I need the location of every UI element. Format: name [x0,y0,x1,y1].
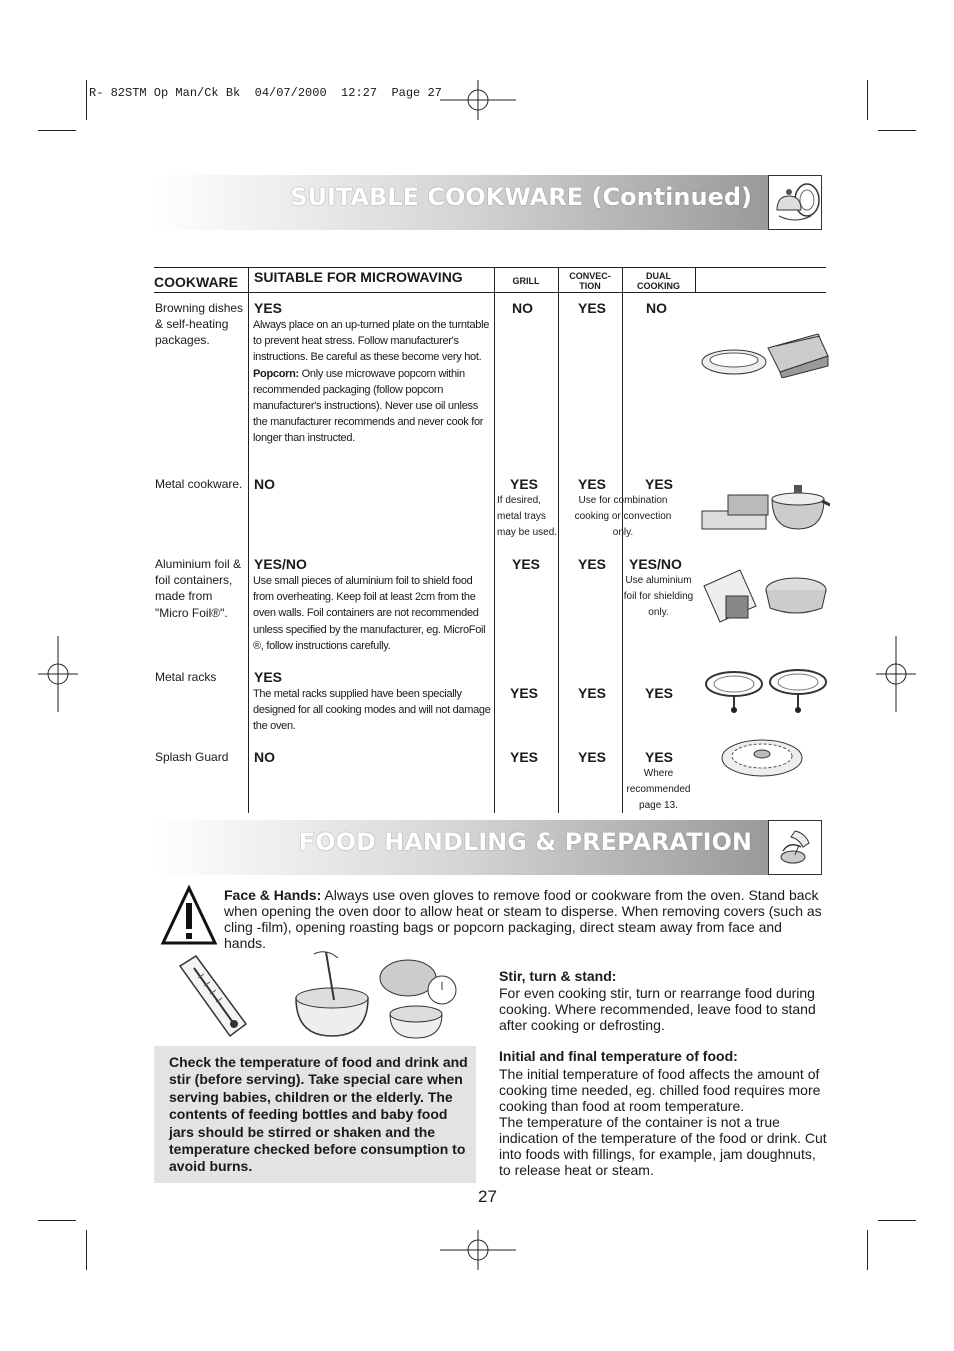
cookware-icon [768,175,822,230]
splash-guard-icon [720,736,804,780]
grill-verdict: NO [512,300,533,316]
browning-dish-icon [700,330,830,378]
foil-container-icon [700,566,830,626]
dual-verdict: YES/NO [629,556,682,572]
column-divider [695,267,696,293]
cookware-name: Browning dishes & self-heating packages. [155,301,244,348]
temperature-check-note [154,1046,476,1183]
dual-verdict: YES [645,685,674,701]
metal-racks-icon [704,668,830,716]
dual-note: Where recommended page 13. [626,768,691,811]
registration-mark-left [38,636,78,712]
convection-verdict: YES [578,300,607,316]
micro-verdict: NO [254,476,275,492]
dual-verdict: YES [645,749,674,765]
cookware-name: Splash Guard [155,750,229,764]
temperature-check-text: Check the temperature of food and drink and stir (before serving). Take special care when serving babies, children or the elderly. The contents of feeding bottles and baby food jars should be stirred or shaken and the temperature checked before consumption to avoid burns. [169,1054,468,1175]
micro-verdict: YES/NO [254,556,307,572]
print-slug: R- 82STM Op Man/Ck Bk 04/07/2000 12:27 Page 27 [89,86,442,100]
header-convection: CONVEC- TION [569,271,611,291]
dual-verdict: NO [646,300,667,316]
micro-verdict: NO [254,749,275,765]
grill-verdict: YES [512,556,541,572]
convection-verdict: YES [578,476,607,492]
stir-heading: Stir, turn & stand: [499,968,617,984]
grill-verdict: YES [510,749,539,765]
section-title: SUITABLE COOKWARE (Continued) [290,183,752,211]
grill-note: If desired, metal trays may be used. [497,495,558,538]
hands-icon [768,820,822,875]
registration-mark-right [876,636,916,712]
header-dual-cooking: DUAL COOKING [636,271,680,291]
grill-verdict: YES [510,476,539,492]
cookware-name: Metal racks [155,670,217,684]
page-number: 27 [478,1187,497,1206]
section-banner-cookware [154,175,822,230]
micro-instructions: The metal racks supplied have been specially designed for all cooking modes and will not damage the oven. [253,688,491,733]
temperature-body-2: The temperature of the container is not a true indication of the temperature of the food or drink. Cut into foods with fillings, for example, jam doughnuts, to release heat or steam. [499,1114,827,1178]
conv-dual-note: Use for combination cooking or convection only. [574,495,672,538]
micro-text: Only use microwave popcorn within recommended packaging (follow popcorn manufacturer's instructions). Never use oil unless the manufacturer recommends and never cook for longer than instructed. [253,367,484,445]
cookware-name: Metal cookware. [155,477,243,491]
registration-mark-top [440,80,516,120]
face-hands-warning [224,887,824,951]
cookware-name: Aluminium foil & foil containers, made from "Micro Foil®". [155,557,242,620]
micro-verdict: YES [254,669,283,685]
dual-verdict: YES [645,476,674,492]
temperature-heading: Initial and final temperature of food: [499,1048,738,1064]
convection-verdict: YES [578,685,607,701]
convection-verdict: YES [578,749,607,765]
table-top-rule [154,267,826,268]
micro-instructions [253,317,493,447]
column-divider [248,267,249,813]
stir-body: For even cooking stir, turn or rearrange food during cooking. Where recommended, leave food to stand after cooking or defrosting. [499,985,816,1033]
dual-note: Use aluminium foil for shielding only. [623,575,694,618]
micro-verdict: YES [254,300,283,316]
warning-label: Face & Hands: [224,887,322,903]
registration-mark-bottom [440,1230,516,1270]
stirring-illustration [286,948,466,1042]
header-microwaving: SUITABLE FOR MICROWAVING [254,269,463,285]
section-title: FOOD HANDLING & PREPARATION [298,828,752,856]
header-grill: GRILL [512,276,540,286]
micro-instructions: Use small pieces of aluminium foil to shield food from overheating. Keep foil at least 2cm from the oven walls. Foil containers are not recommended unless specified by the manufacturer, eg. MicroFoil ®, follow instructions carefully. [253,575,486,652]
temperature-body-1: The initial temperature of food affects the amount of cooking time needed, eg. chilled food requires more cooking than food at room temperature. [499,1066,821,1114]
table-header-rule [154,292,826,293]
popcorn-label: Popcorn: [253,367,299,380]
convection-verdict: YES [578,556,607,572]
section-banner-food-handling [154,820,822,875]
warning-triangle-icon [160,885,218,947]
thermometer-illustration [176,952,250,1042]
metal-pans-icon [700,483,830,533]
header-cookware: COOKWARE [154,274,238,290]
warning-body: Always use oven gloves to remove food or cookware from the oven. Stand back when opening the oven door to allow heat or steam to disperse. When removing covers (such as cling -film), opening roasting bags or popcorn packaging, direct steam away from face and hands. [224,887,822,951]
micro-text: Always place on an up-turned plate on the turntable to prevent heat stress. Follow manufacturer's instructions. Be careful as these become very hot. [253,319,490,364]
grill-verdict: YES [510,685,539,701]
